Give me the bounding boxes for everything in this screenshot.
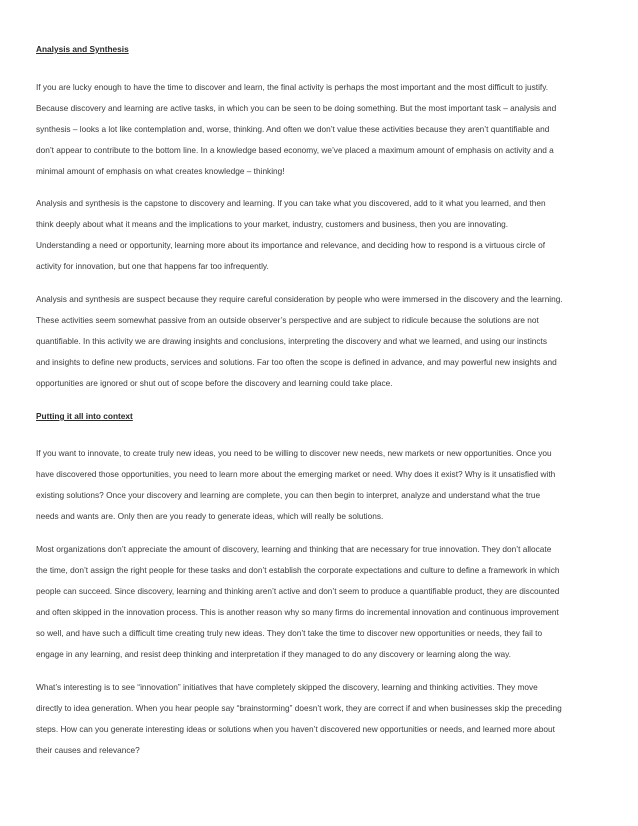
text-line: quantifiable. In this activity we are drawing insights and conclusions, interpreting the discovery and what we learned, and using our instincts [36, 336, 548, 346]
text-line: think deeply about what it means and the implications to your market, industry, customers and business, then you are innovating. [36, 219, 509, 229]
text-line: Because discovery and learning are active tasks, in which you can be seen to be doing something. But the most important task – analysis and [36, 103, 557, 113]
section-heading-analysis: Analysis and Synthesis [36, 44, 129, 54]
text-line: If you are lucky enough to have the time to discover and learn, the final activity is perhaps the most important and the most difficult to justify. [36, 82, 549, 92]
text-line: These activities seem somewhat passive from an outside observer’s perspective and are subject to ridicule because the solutions are not [36, 315, 539, 325]
text-line: people can succeed. Since discovery, learning and thinking aren’t active and don’t seem to produce a quantifiable product, they are discounted [36, 586, 560, 596]
text-line: Most organizations don’t appreciate the amount of discovery, learning and thinking that are necessary for true innovation. They don’t allocate [36, 544, 552, 554]
text-line: needs and wants are. Only then are you ready to generate ideas, which will really be solutions. [36, 511, 384, 521]
text-line: so well, and have such a difficult time creating truly new ideas. They don’t take the time to discover new opportunities or needs, they fail to [36, 628, 543, 638]
text-line: engage in any learning, and resist deep thinking and interpretation if they managed to do any discovery or learning along the way. [36, 649, 511, 659]
text-line: directly to idea generation. When you hear people say “brainstorming” doesn’t work, they are correct if and when businesses skip the preceding [36, 703, 562, 713]
text-line: the time, don’t assign the right people for these tasks and don’t establish the corporate expectations and culture to define a framework in which [36, 565, 560, 575]
text-line: have discovered those opportunities, you need to learn more about the emerging market or need. Why does it exist? Why is it unsatisfied with [36, 469, 556, 479]
section-heading-context: Putting it all into context [36, 411, 133, 421]
text-line: activity for innovation, but one that happens far too infrequently. [36, 261, 269, 271]
text-line: existing solutions? Once your discovery and learning are complete, you can then begin to interpret, analyze and understand what the true [36, 490, 541, 500]
text-line: don’t appear to contribute to the bottom line. In a knowledge based economy, we’ve placed a maximum amount of emphasis on activity and a [36, 145, 554, 155]
text-line: Understanding a need or opportunity, learning more about its importance and relevance, and deciding how to respond is a virtuous circle of [36, 240, 546, 250]
text-line: steps. How can you generate interesting ideas or solutions when you haven’t discovered new opportunities or needs, and learned more about [36, 724, 555, 734]
text-line: Analysis and synthesis is the capstone to discovery and learning. If you can take what you discovered, add to it what you learned, and then [36, 198, 546, 208]
text-line: and insights to define new products, services and solutions. Far too often the scope is defined in advance, and may powerful new insights and [36, 357, 557, 367]
text-line: and often skipped in the innovation process. This is another reason why so many firms do incremental innovation and continuous improvement [36, 607, 559, 617]
text-line: What’s interesting is to see “innovation” initiatives that have completely skipped the discovery, learning and thinking activities. They move [36, 682, 538, 692]
text-line: synthesis – looks a lot like contemplation and, worse, thinking. And often we don’t value these activities because they aren’t quantifiable and [36, 124, 550, 134]
text-line: opportunities are ignored or shut out of scope before the discovery and learning could take place. [36, 378, 393, 388]
text-line: minimal amount of emphasis on what creates knowledge – thinking! [36, 166, 285, 176]
text-line: Analysis and synthesis are suspect because they require careful consideration by people who were immersed in the discovery and the learning. [36, 294, 563, 304]
text-line: their causes and relevance? [36, 745, 140, 755]
text-line: If you want to innovate, to create truly new ideas, you need to be willing to discover new needs, new markets or new opportunities. Once you [36, 448, 552, 458]
